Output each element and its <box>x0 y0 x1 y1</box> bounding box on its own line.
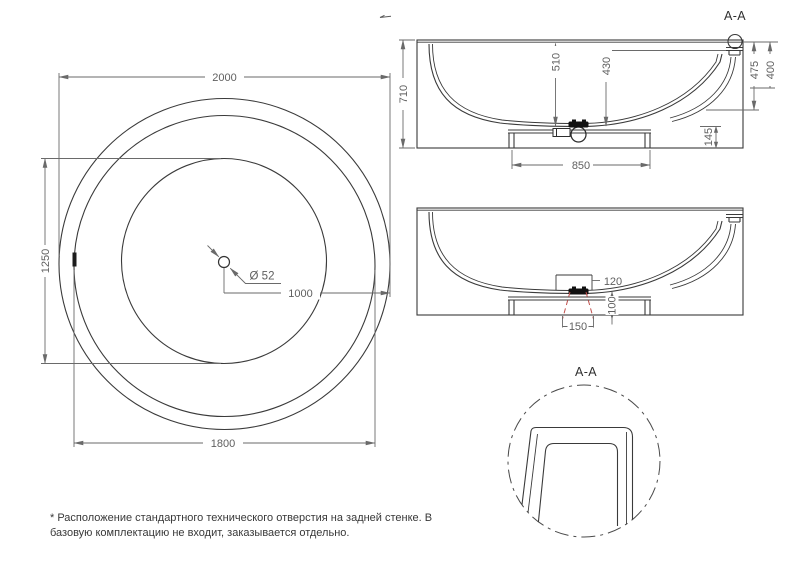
dim-inner-basin-label: 1250 <box>40 248 52 274</box>
label-backers <box>397 46 776 172</box>
section-balloon-circle <box>728 35 742 49</box>
footnote <box>50 511 470 541</box>
label-backers <box>39 71 321 450</box>
dim-opening-width-label: 120 <box>603 276 623 288</box>
dim-feet-spacing-label: 850 <box>571 160 591 172</box>
section-label: A-A <box>723 9 747 23</box>
top-view-dimension-lines <box>41 73 390 447</box>
top-view <box>39 71 391 451</box>
drain-flange-lower <box>569 287 589 295</box>
dim-base-diameter-label: 1800 <box>210 438 236 450</box>
footnote-line-2: базовую комплектацию не входит, заказывается отдельно. <box>50 527 350 539</box>
reference-tick <box>380 15 391 17</box>
drain-hole <box>219 257 230 268</box>
section-detail-title: A-A <box>574 365 598 379</box>
dim-hole-to-bottom-label: 430 <box>601 56 613 76</box>
section-detail-aa <box>508 365 660 540</box>
rim-cross-section <box>520 428 633 541</box>
dim-skirt-height-label: 145 <box>703 127 715 147</box>
dim-400-label: 400 <box>765 60 777 80</box>
detail-boundary-circle <box>508 385 660 537</box>
footnote-line-1: * Расположение стандартного технического отверстия на задней стенке. В <box>50 512 433 524</box>
technical-hole-position-mark <box>73 253 77 267</box>
dim-total-height-label: 710 <box>398 84 410 104</box>
dim-cutout-bottom-width-label: 150 <box>568 321 588 333</box>
dim-inner-depth-label: 510 <box>550 52 563 72</box>
tub-profile-lower <box>417 208 743 315</box>
tub-profile-upper <box>417 40 743 148</box>
dim-475-label: 475 <box>749 60 761 80</box>
dim-drain-offset-label: 1000 <box>288 288 313 300</box>
side-view-upper <box>397 9 778 172</box>
dim-outer-diameter-label: 2000 <box>212 72 237 84</box>
side-view-lower <box>417 208 743 333</box>
drain-diameter-label: Ø 52 <box>249 270 275 283</box>
dim-cutout-height-label: 100 <box>606 296 619 315</box>
